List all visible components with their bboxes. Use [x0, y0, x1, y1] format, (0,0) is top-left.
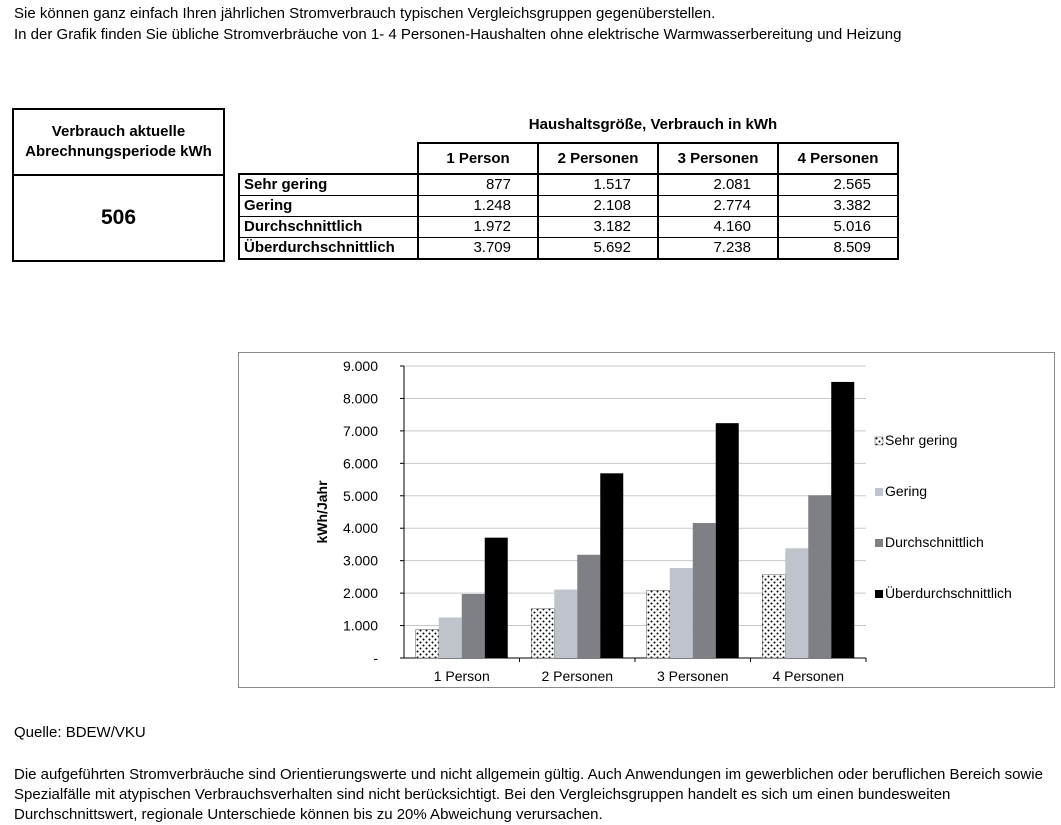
table-row	[239, 238, 898, 260]
intro-line-1: Sie können ganz einfach Ihren jährlichen Stromverbrauch typischen Vergleichsgruppen gegenüberstellen.	[14, 5, 716, 22]
source-note: Quelle: BDEW/VKU	[14, 724, 146, 741]
y-tick-label: 7.000	[342, 422, 378, 439]
legend-label: Sehr gering	[885, 432, 958, 448]
legend-swatch	[875, 539, 883, 547]
y-axis-label: kWh/Jahr	[314, 480, 330, 544]
bar	[670, 568, 693, 658]
bar	[485, 538, 508, 658]
bar	[577, 555, 600, 658]
chart-area	[238, 352, 1055, 688]
table-cell: 2.108	[538, 196, 658, 217]
row-label: Überdurchschnittlich	[239, 238, 418, 260]
bar	[600, 473, 623, 658]
y-tick-label: 4.000	[342, 520, 378, 537]
bar	[554, 590, 577, 658]
column-header: 3 Personen	[658, 143, 778, 174]
bar	[647, 590, 670, 658]
table-cell: 7.238	[658, 238, 778, 260]
x-tick-label: 4 Personen	[772, 668, 845, 684]
legend-swatch	[875, 488, 883, 496]
table-cell: 2.774	[658, 196, 778, 217]
bar	[831, 382, 854, 658]
bar	[762, 575, 785, 658]
table-cell: 877	[418, 174, 538, 196]
table-cell: 2.081	[658, 174, 778, 196]
bar	[693, 523, 716, 658]
legend-swatch	[875, 437, 883, 445]
table-row	[239, 174, 898, 196]
table-cell: 1.517	[538, 174, 658, 196]
row-label: Sehr gering	[239, 174, 418, 196]
bar-chart	[239, 353, 1054, 687]
table-cell: 5.016	[778, 217, 898, 238]
y-tick-label: 2.000	[342, 585, 378, 602]
bar	[416, 630, 439, 658]
table-cell: 3.709	[418, 238, 538, 260]
table-row	[239, 217, 898, 238]
x-tick-label: 3 Personen	[656, 668, 729, 684]
y-tick-label: 8.000	[342, 390, 378, 407]
table-cell: 2.565	[778, 174, 898, 196]
column-header: 1 Person	[418, 143, 538, 174]
disclaimer-text: Die aufgeführten Stromverbräuche sind Orientierungswerte und nicht allgemein gültig. Auch Anwendungen im gewerblichen oder beruflichen Bereich sowie Spezialfälle mit atypischen Verbrauchsverhalten sind nicht berücksichtigt. Bei den Vergleichsgruppen handelt es sich um einen bundesweiten Durchschnittswert, regionale Unterschiede können bis zu 20% Abweichung verursachen.	[14, 766, 1043, 823]
table-cell: 3.182	[538, 217, 658, 238]
column-header: 2 Personen	[538, 143, 658, 174]
table-cell: 5.692	[538, 238, 658, 260]
table-cell: 1.248	[418, 196, 538, 217]
table-cell: 3.382	[778, 196, 898, 217]
y-tick-label: -	[373, 650, 378, 666]
row-label: Gering	[239, 196, 418, 217]
column-header: 4 Personen	[778, 143, 898, 174]
bar	[785, 548, 808, 658]
x-tick-label: 1 Person	[433, 668, 490, 684]
current-consumption-box	[12, 108, 225, 262]
legend-label: Gering	[885, 483, 928, 499]
legend-swatch	[875, 590, 883, 598]
table-cell: 4.160	[658, 217, 778, 238]
row-label: Durchschnittlich	[239, 217, 418, 238]
bar	[531, 609, 554, 658]
y-tick-label: 6.000	[342, 455, 378, 472]
table-title: Haushaltsgröße, Verbrauch in kWh	[528, 116, 778, 133]
reference-table	[238, 142, 899, 260]
current-consumption-value: 506	[100, 206, 137, 229]
table-row	[239, 196, 898, 217]
intro-line-2: In der Grafik finden Sie übliche Stromverbräuche von 1- 4 Personen-Haushalten ohne elektrische Warmwasserbereitung und Heizung	[14, 26, 902, 43]
bar	[439, 618, 462, 658]
legend-label: Überdurchschnittlich	[885, 585, 1012, 601]
bar	[462, 594, 485, 658]
table-corner	[239, 143, 418, 174]
bar	[808, 495, 831, 658]
y-tick-label: 9.000	[342, 358, 378, 374]
x-tick-label: 2 Personen	[541, 668, 614, 684]
table-cell: 1.972	[418, 217, 538, 238]
legend-label: Durchschnittlich	[885, 534, 984, 550]
y-tick-label: 1.000	[342, 617, 378, 634]
y-tick-label: 3.000	[342, 552, 378, 569]
current-consumption-label: Verbrauch aktuelle Abrechnungsperiode kWh	[14, 110, 223, 176]
bar	[716, 423, 739, 658]
table-cell: 8.509	[778, 238, 898, 260]
y-tick-label: 5.000	[342, 487, 378, 504]
